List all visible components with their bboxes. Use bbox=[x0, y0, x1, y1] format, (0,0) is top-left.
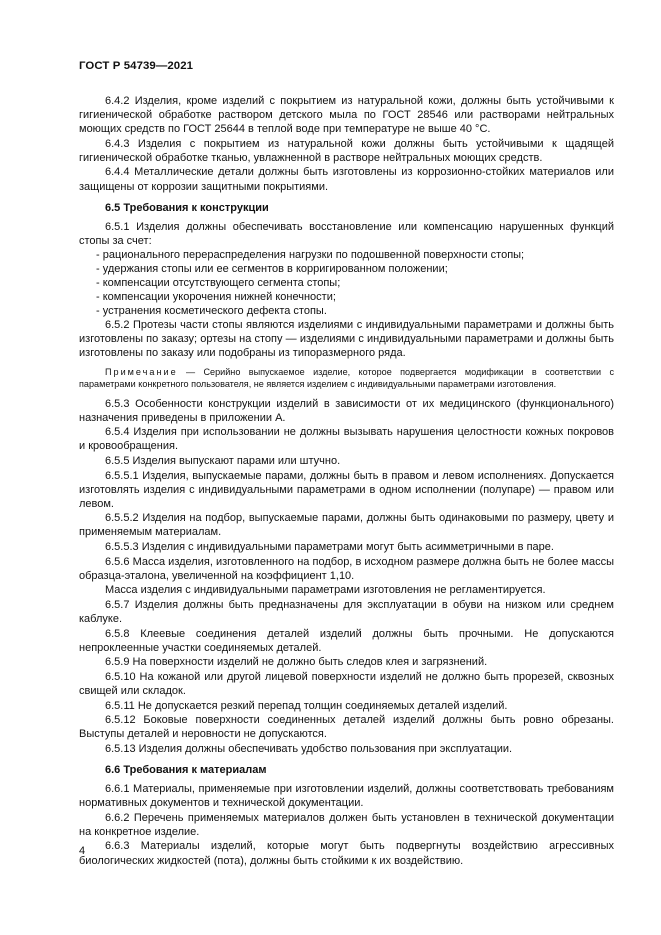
paragraph-6-5-9: 6.5.9 На поверхности изделий не должно быть следов клея и загрязнений. bbox=[105, 656, 488, 669]
section-heading-6-5: 6.5 Требования к конструкции bbox=[105, 201, 269, 214]
paragraph-6-6-2: 6.6.2 Перечень применяемых материалов должен быть установлен в технической документации на конкретное изделие. bbox=[79, 811, 614, 838]
paragraph-6-5-6: 6.5.6 Масса изделия, изготовленного на подбор, в исходном размере должна быть не более массы образца-эталона, увеличенной на коэффициент 1,10. bbox=[79, 555, 614, 582]
paragraph-6-4-3: 6.4.3 Изделия с покрытием из натуральной кожи должны быть устойчивыми к щадящей гигиенической обработке тканью, увлажненной в растворе нейтральных моющих средств. bbox=[79, 137, 614, 164]
paragraph-6-5-6-mass: Масса изделия с индивидуальными параметрами изготовления не регламентируется. bbox=[105, 584, 546, 597]
paragraph-6-5-8: 6.5.8 Клеевые соединения деталей изделий должны быть прочными. Не допускаются непроклеенные участки соединяемых деталей. bbox=[79, 627, 614, 654]
note-text: — Серийно выпускаемое изделие, которое подвергается модификации в соответствии с параметрами конкретного пользователя, не является изделием с индивидуальными параметрами изготовления. bbox=[79, 367, 614, 390]
paragraph-6-5-5-3: 6.5.5.3 Изделия с индивидуальными параметрами могут быть асимметричными в паре. bbox=[105, 541, 554, 554]
note bbox=[79, 366, 614, 390]
list-item: - рационального перераспределения нагрузки по подошвенной поверхности стопы; bbox=[79, 248, 614, 262]
note-label: Примечание bbox=[105, 367, 178, 378]
list-item: - устранения косметического дефекта стопы. bbox=[79, 304, 614, 318]
paragraph-6-5-7: 6.5.7 Изделия должны быть предназначены для эксплуатации в обуви на низком или среднем каблуке. bbox=[79, 598, 614, 626]
paragraph-6-5-11: 6.5.11 Не допускается резкий перепад толщин соединяемых деталей изделий. bbox=[105, 699, 508, 712]
paragraph-6-5-13: 6.5.13 Изделия должны обеспечивать удобство пользования при эксплуатации. bbox=[105, 742, 513, 755]
paragraph-6-5-10: 6.5.10 На кожаной или другой лицевой поверхности изделий не должно быть прорезей, сквозных свищей или складок. bbox=[79, 670, 614, 697]
paragraph-6-5-12: 6.5.12 Боковые поверхности соединенных деталей изделий должны быть ровно обрезаны. Выступы деталей и неровности не допускаются. bbox=[79, 714, 614, 741]
paragraph-6-6-1: 6.6.1 Материалы, применяемые при изготовлении изделий, должны соответствовать требованиям нормативных документов и технической документации. bbox=[79, 783, 614, 810]
paragraph-6-5-1: 6.5.1 Изделия должны обеспечивать восстановление или компенсацию нарушенных функций стопы за счет: bbox=[79, 220, 614, 247]
paragraph-6-5-2: 6.5.2 Протезы части стопы являются изделиями с индивидуальными параметрами и должны быть изготовлены по заказу; ортезы на стопу — изделиями с индивидуальными параметрами и должны быть изготовлены по заказу или подобраны из типоразмерного ряда. bbox=[79, 318, 614, 360]
paragraph-6-4-2: 6.4.2 Изделия, кроме изделий с покрытием из натуральной кожи, должны быть устойчивыми к гигиенической обработке раствором детского мыла по ГОСТ 28546 или растворами нейтральных моющих средств по ГОСТ 25644 в теплой воде при температуре не выше 40 °С. bbox=[79, 95, 614, 136]
page-number: 4 bbox=[79, 845, 86, 857]
section-heading-6-6: 6.6 Требования к материалам bbox=[105, 763, 267, 776]
list-item: - удержания стопы или ее сегментов в корригированном положении; bbox=[79, 262, 614, 276]
paragraph-6-5-3: 6.5.3 Особенности конструкции изделий в зависимости от их медицинского (функционального) назначения приведены в приложении А. bbox=[79, 397, 614, 424]
document-body bbox=[79, 94, 614, 868]
paragraph-6-5-5-1: 6.5.5.1 Изделия, выпускаемые парами, должны быть в правом и левом исполнениях. Допускается изготовлять изделия с индивидуальными параметрами в одном исполнении (полупаре) — правом или левом. bbox=[79, 469, 614, 510]
paragraph-6-5-5-2: 6.5.5.2 Изделия на подбор, выпускаемые парами, должны быть одинаковыми по размеру, цвету и применяемым материалам. bbox=[79, 512, 614, 539]
paragraph-6-5-4: 6.5.4 Изделия при использовании не должны вызывать нарушения целостности кожных покровов и кровообращения. bbox=[79, 426, 614, 453]
paragraph-6-4-4: 6.4.4 Металлические детали должны быть изготовлены из коррозионно-стойких материалов или защищены от коррозии защитными покрытиями. bbox=[79, 166, 614, 193]
list-item: - компенсации отсутствующего сегмента стопы; bbox=[79, 276, 614, 290]
list-item: - компенсации укорочения нижней конечности; bbox=[79, 290, 614, 304]
paragraph-6-5-5: 6.5.5 Изделия выпускают парами или штучно. bbox=[105, 455, 341, 467]
document-header: ГОСТ Р 54739—2021 bbox=[79, 60, 194, 72]
paragraph-6-6-3: 6.6.3 Материалы изделий, которые могут быть подвергнуты воздействию агрессивных биологических жидкостей (пота), должны быть стойкими к их воздействию. bbox=[79, 840, 614, 867]
